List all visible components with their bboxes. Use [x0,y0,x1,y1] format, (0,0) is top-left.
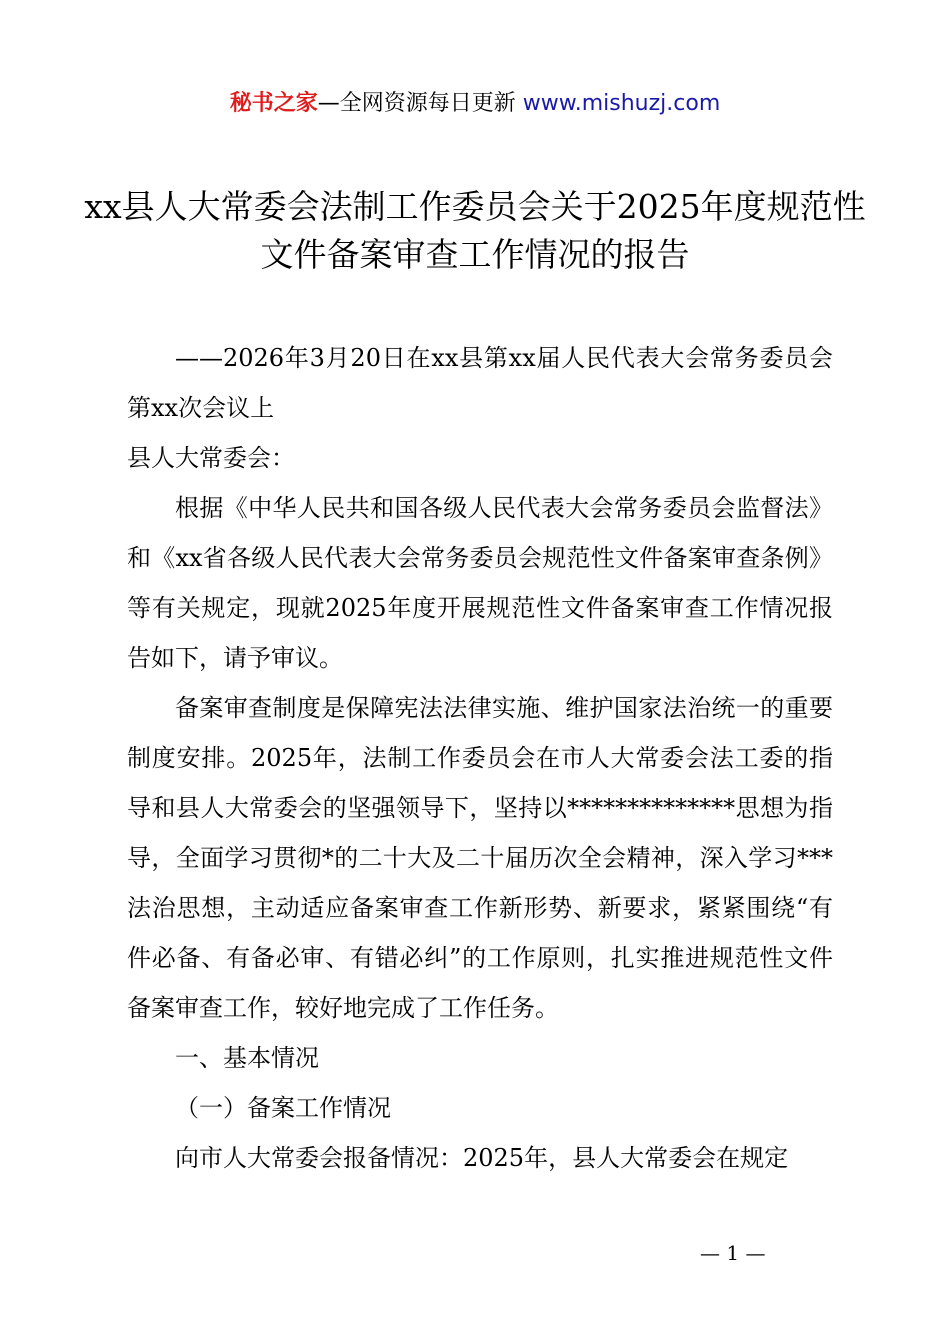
section-heading: 一、基本情况 [175,1044,319,1072]
site-header-banner [0,88,950,120]
header-tagline: —全网资源每日更新 [317,91,523,116]
site-url-link[interactable]: www.mishuzj.com [522,91,721,116]
paragraph-filing: 向市人大常委会报备情况：2025年，县人大常委会在规定 [175,1144,789,1172]
brand-name: 秘书之家 [229,91,318,116]
salutation: 县人大常委会： [127,444,295,472]
document-title: xx县人大常委会法制工作委员会关于2025年度规范性文件备案审查工作情况的报告 [84,187,866,274]
paragraph-intro: 根据《中华人民共和国各级人民代表大会常务委员会监督法》和《xx省各级人民代表大会常务委员会规范性文件备案审查条例》等有关规定，现就2025年度开展规范性文件备案审查工作情况报告如下，请予审议。 [127,494,833,672]
page-number: — 1 — [700,1241,766,1265]
document-subtitle: ——2026年3月20日在xx县第xx届人民代表大会常务委员会第xx次会议上 [127,344,833,422]
document-body [127,333,833,1183]
paragraph-overview: 备案审查制度是保障宪法法律实施、维护国家法治统一的重要制度安排。2025年，法制工作委员会在市人大常委会法工委的指导和县人大常委会的坚强领导下，坚持以**************思想为指导，全面学习贯彻*的二十大及二十届历次全会精神，深入学习***法治思想，主动适应备案审查工作新形势、新要求，紧紧围绕“有件必备、有备必审、有错必纠”的工作原则，扎实推进规范性文件备案审查工作，较好地完成了工作任务。 [127,694,833,1022]
subsection-heading: （一）备案工作情况 [175,1094,391,1122]
